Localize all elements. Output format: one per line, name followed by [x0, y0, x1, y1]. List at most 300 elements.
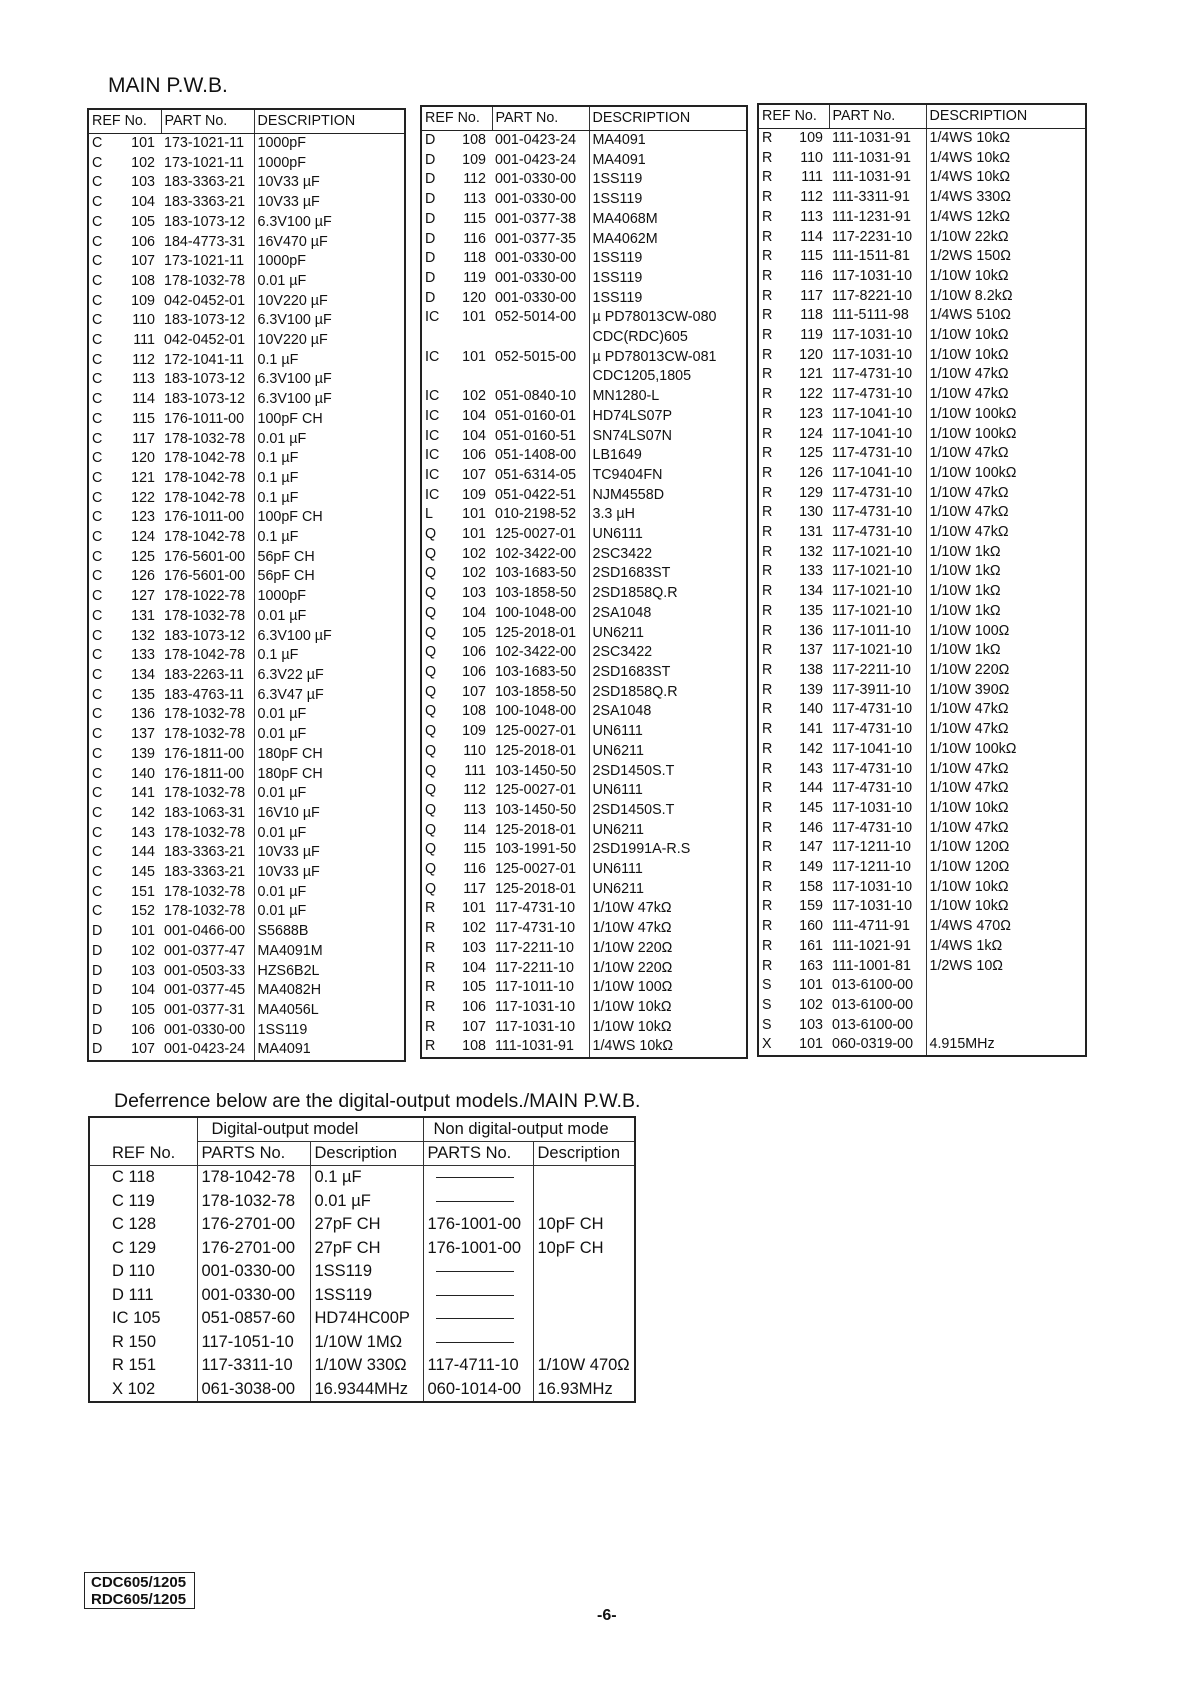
col-part: PART No. [829, 104, 926, 129]
ref-letter: R [425, 920, 436, 937]
ref-number: 106 [462, 663, 486, 680]
part-row [88, 666, 405, 686]
part-row [88, 1021, 405, 1041]
ref-letter: R [762, 169, 773, 186]
ref-letter: R [762, 701, 773, 718]
ref-letter: Q [425, 644, 437, 661]
ref-letter: Q [425, 801, 437, 818]
ref-number: 117 [463, 880, 486, 897]
ref-number: 120 [131, 450, 155, 467]
ref-number: 104 [462, 604, 486, 621]
ref-number: 107 [462, 1018, 486, 1035]
part-number [492, 328, 589, 348]
part-row [88, 311, 405, 331]
description: 1/10W 8.2kΩ [926, 287, 1086, 307]
ref-number: 102 [462, 920, 486, 937]
part-row [421, 131, 747, 151]
part-row [88, 627, 405, 647]
description: 2SC3422 [589, 643, 747, 663]
part-number: 183-1073-12 [161, 311, 254, 331]
ref-letter: R [762, 760, 773, 777]
ref-cell [88, 154, 161, 174]
ref-cell [421, 348, 492, 368]
part-number: 117-1041-10 [829, 464, 926, 484]
ref-number: 116 [800, 267, 823, 284]
ref-letter: R [762, 366, 773, 383]
part-number: 117-1041-10 [829, 405, 926, 425]
description: 2SD1858Q.R [589, 683, 747, 703]
part-row [88, 154, 405, 174]
digital-part-number: 178-1032-78 [197, 1190, 310, 1214]
part-row [758, 149, 1086, 169]
ref-cell [88, 1021, 161, 1041]
part-row [421, 190, 747, 210]
part-row [88, 902, 405, 922]
ref-letter: C [92, 726, 103, 743]
ref-letter: IC [425, 348, 440, 365]
description: NJM4558D [589, 486, 747, 506]
model-line-2: RDC605/1205 [91, 1591, 187, 1608]
part-number: 060-0319-00 [829, 1035, 926, 1056]
part-number: 178-1042-78 [161, 528, 254, 548]
diff-ref: D 110 [112, 1262, 155, 1280]
non-digital-model-header: Non digital-output mode [423, 1117, 635, 1142]
ref-letter: IC [425, 388, 440, 405]
ref-number: 108 [462, 132, 486, 148]
part-row [758, 917, 1086, 937]
ref-cell [421, 427, 492, 447]
ref-cell [88, 351, 161, 371]
ref-cell [758, 385, 829, 405]
part-number: 117-3911-10 [829, 681, 926, 701]
description: 1/10W 1kΩ [926, 543, 1086, 563]
part-row [88, 430, 405, 450]
ref-cell [758, 957, 829, 977]
ref-number: 140 [799, 701, 823, 718]
description: µ PD78013CW-080 [589, 308, 747, 328]
description: UN6111 [589, 722, 747, 742]
part-number: 178-1032-78 [161, 725, 254, 745]
description: 1/10W 10kΩ [926, 326, 1086, 346]
ref-cell [88, 390, 161, 410]
part-row [88, 548, 405, 568]
part-number: 117-1011-10 [492, 978, 589, 998]
part-number: 176-1011-00 [161, 410, 254, 430]
part-number: 042-0452-01 [161, 292, 254, 312]
ref-letter: C [92, 194, 103, 211]
diff-row [89, 1307, 635, 1331]
ref-cell [758, 878, 829, 898]
ref-cell [421, 466, 492, 486]
part-row [421, 860, 747, 880]
ref-letter: C [92, 292, 103, 309]
description: 56pF CH [254, 548, 405, 568]
ref-letter: D [92, 962, 103, 979]
ref-number: 131 [799, 524, 823, 541]
ref-letter: D [425, 191, 436, 208]
ref-cell [758, 444, 829, 464]
ref-letter: C [92, 804, 103, 821]
ref-letter: R [762, 307, 773, 324]
ref-cell [421, 643, 492, 663]
part-row [421, 683, 747, 703]
ref-number: 122 [799, 386, 823, 403]
ref-letter: Q [425, 663, 437, 680]
ref-letter: R [762, 130, 773, 146]
ref-cell [758, 976, 829, 996]
part-row [421, 821, 747, 841]
ref-cell [421, 663, 492, 683]
part-row [758, 1016, 1086, 1036]
description: 2SA1048 [589, 702, 747, 722]
ref-number: 121 [131, 469, 155, 486]
diff-col-desc-nondigital: Description [533, 1142, 635, 1166]
diff-col-ref: REF No. [89, 1142, 197, 1166]
ref-cell [88, 705, 161, 725]
ref-number: 144 [799, 780, 823, 797]
description: 1000pF [254, 154, 405, 174]
ref-cell [758, 484, 829, 504]
description: UN6211 [589, 821, 747, 841]
description: 1/10W 220Ω [926, 661, 1086, 681]
description: 1SS119 [589, 269, 747, 289]
description: 0.01 µF [254, 784, 405, 804]
description: 1/10W 1kΩ [926, 582, 1086, 602]
diff-section-title: Deferrence below are the digital-output models./MAIN P.W.B. [114, 1090, 641, 1112]
ref-cell [88, 193, 161, 213]
description: 1/4WS 10kΩ [926, 168, 1086, 188]
part-number: 100-1048-00 [492, 702, 589, 722]
ref-number: 115 [463, 210, 486, 227]
part-number: 001-0330-00 [492, 170, 589, 190]
part-row [758, 622, 1086, 642]
ref-letter: D [425, 171, 436, 188]
part-number: 111-1231-91 [829, 208, 926, 228]
part-row [421, 151, 747, 171]
digital-part-number: 178-1042-78 [197, 1166, 310, 1190]
description [926, 976, 1086, 996]
ref-letter: Q [425, 604, 437, 621]
description: 3.3 µH [589, 505, 747, 525]
ref-number: 147 [799, 839, 823, 856]
ref-number: 110 [463, 742, 486, 759]
part-number: 178-1042-78 [161, 449, 254, 469]
ref-number: 103 [462, 939, 486, 956]
ref-letter: D [92, 923, 103, 940]
ref-cell [88, 370, 161, 390]
part-row [758, 760, 1086, 780]
ref-cell [421, 151, 492, 171]
part-number: 052-5015-00 [492, 348, 589, 368]
part-row [758, 346, 1086, 366]
ref-number: 111 [464, 762, 486, 779]
ref-letter: R [762, 405, 773, 422]
part-number: 117-1031-10 [492, 998, 589, 1018]
ref-number: 107 [131, 1041, 155, 1058]
part-row [421, 762, 747, 782]
part-row [421, 367, 747, 387]
ref-letter: Q [425, 880, 437, 897]
description: 6.3V47 µF [254, 686, 405, 706]
ref-cell [421, 919, 492, 939]
part-row [88, 922, 405, 942]
ref-cell [421, 801, 492, 821]
col-part: PART No. [161, 109, 254, 134]
description: 16V470 µF [254, 233, 405, 253]
description: 1/10W 47kΩ [926, 779, 1086, 799]
description: 180pF CH [254, 745, 405, 765]
ref-number: 101 [131, 135, 155, 151]
part-number: 125-2018-01 [492, 742, 589, 762]
ref-letter: R [762, 327, 773, 344]
ref-cell [421, 269, 492, 289]
ref-number: 108 [131, 272, 155, 289]
ref-letter: R [425, 1018, 436, 1035]
part-row [88, 449, 405, 469]
description: 1SS119 [589, 289, 747, 309]
ref-cell [758, 937, 829, 957]
ref-number: 124 [799, 425, 823, 442]
ref-cell [758, 287, 829, 307]
description: UN6211 [589, 880, 747, 900]
part-row [421, 840, 747, 860]
ref-cell [421, 308, 492, 328]
part-number: 172-1041-11 [161, 351, 254, 371]
part-row [88, 725, 405, 745]
description: 16V10 µF [254, 804, 405, 824]
part-row [421, 624, 747, 644]
part-row [758, 326, 1086, 346]
part-number: 117-4731-10 [829, 523, 926, 543]
ref-letter: R [762, 504, 773, 521]
ref-letter: C [92, 391, 103, 408]
part-row [88, 705, 405, 725]
description: MA4091 [589, 131, 747, 151]
part-row [421, 328, 747, 348]
ref-cell [421, 781, 492, 801]
part-number: 001-0330-00 [492, 269, 589, 289]
description: MA4056L [254, 1001, 405, 1021]
ref-number: 135 [799, 602, 823, 619]
description: MA4062M [589, 230, 747, 250]
part-row [421, 230, 747, 250]
part-number: 001-0423-24 [492, 131, 589, 151]
part-row [421, 584, 747, 604]
part-row [758, 464, 1086, 484]
part-number: 001-0377-38 [492, 210, 589, 230]
ref-letter: C [92, 686, 103, 703]
ref-cell [758, 543, 829, 563]
part-row [421, 781, 747, 801]
ref-number: 159 [799, 898, 823, 915]
part-number: 183-1073-12 [161, 390, 254, 410]
ref-number: 106 [131, 233, 155, 250]
ref-letter: R [762, 898, 773, 915]
ref-letter: C [92, 745, 103, 762]
ref-letter: R [762, 267, 773, 284]
ref-number: 101 [799, 1036, 823, 1053]
ref-number: 140 [131, 765, 155, 782]
ref-cell [88, 745, 161, 765]
diff-col-parts-digital: PARTS No. [197, 1142, 310, 1166]
part-number: 102-3422-00 [492, 643, 589, 663]
part-row [758, 562, 1086, 582]
ref-cell [421, 860, 492, 880]
ref-letter: R [762, 583, 773, 600]
description: SN74LS07N [589, 427, 747, 447]
description: 0.01 µF [254, 824, 405, 844]
part-number: 103-1450-50 [492, 801, 589, 821]
ref-letter: R [762, 799, 773, 816]
ref-cell [758, 602, 829, 622]
part-number: 125-0027-01 [492, 781, 589, 801]
digital-part-number: 001-0330-00 [197, 1284, 310, 1308]
part-row [88, 193, 405, 213]
ref-letter: C [92, 864, 103, 881]
part-row [421, 722, 747, 742]
part-number: 117-1031-10 [829, 346, 926, 366]
nondigital-part-number [423, 1284, 533, 1308]
part-row [758, 720, 1086, 740]
ref-cell [88, 292, 161, 312]
ref-letter: C [92, 174, 103, 191]
ref-letter: C [92, 253, 103, 270]
ref-cell [88, 824, 161, 844]
ref-number: 109 [131, 292, 155, 309]
part-row [758, 365, 1086, 385]
part-number: 117-4731-10 [829, 700, 926, 720]
digital-part-number: 176-2701-00 [197, 1213, 310, 1237]
ref-number: 145 [131, 864, 155, 881]
part-row [88, 233, 405, 253]
description: UN6111 [589, 781, 747, 801]
ref-letter: Q [425, 683, 437, 700]
ref-letter: D [425, 210, 436, 227]
not-used-dash [436, 1271, 514, 1272]
part-number: 001-0466-00 [161, 922, 254, 942]
digital-description: 1SS119 [310, 1284, 423, 1308]
part-row [421, 269, 747, 289]
part-number: 051-1408-00 [492, 446, 589, 466]
ref-number: 145 [799, 799, 823, 816]
ref-number: 142 [799, 740, 823, 757]
description: 10V33 µF [254, 843, 405, 863]
part-number: 117-4731-10 [829, 760, 926, 780]
diff-ref: C 129 [112, 1238, 157, 1257]
description: 1SS119 [589, 249, 747, 269]
part-number: 111-1031-91 [829, 149, 926, 169]
part-row [421, 407, 747, 427]
ref-letter: R [762, 642, 773, 659]
digital-description: HD74HC00P [310, 1307, 423, 1331]
ref-cell [421, 230, 492, 250]
part-number: 117-1041-10 [829, 740, 926, 760]
ref-number: 152 [131, 903, 155, 920]
description: 1/10W 220Ω [589, 959, 747, 979]
ref-number: 119 [800, 327, 823, 344]
ref-cell [421, 328, 492, 348]
blank-header [89, 1117, 197, 1142]
ref-number: 101 [462, 506, 486, 523]
ref-number: 109 [462, 486, 486, 503]
part-number: 178-1032-78 [161, 824, 254, 844]
part-number: 103-1450-50 [492, 762, 589, 782]
ref-number: 107 [462, 683, 486, 700]
part-row [88, 528, 405, 548]
diff-row [89, 1213, 635, 1237]
ref-letter: R [762, 189, 773, 206]
part-row [88, 567, 405, 587]
part-row [421, 899, 747, 919]
nondigital-description: 10pF CH [533, 1237, 635, 1261]
ref-letter: S [762, 977, 772, 994]
part-row [758, 799, 1086, 819]
part-row [758, 523, 1086, 543]
part-number: 117-1211-10 [829, 838, 926, 858]
description: 1/2WS 150Ω [926, 247, 1086, 267]
part-number: 117-4731-10 [829, 720, 926, 740]
ref-number: 112 [132, 351, 155, 368]
description: MA4091 [589, 151, 747, 171]
part-number: 178-1042-78 [161, 646, 254, 666]
ref-number: 113 [800, 208, 823, 225]
description: 1/10W 22kΩ [926, 228, 1086, 248]
description: 2SD1683ST [589, 564, 747, 584]
ref-number: 109 [462, 723, 486, 740]
part-number: 051-0160-51 [492, 427, 589, 447]
part-number: 103-1858-50 [492, 683, 589, 703]
ref-number: 144 [131, 844, 155, 861]
ref-number: 123 [799, 405, 823, 422]
ref-cell [88, 134, 161, 154]
ref-letter: Q [425, 861, 437, 878]
ref-cell [421, 407, 492, 427]
description [926, 996, 1086, 1016]
part-row [758, 681, 1086, 701]
not-used-dash [436, 1201, 514, 1202]
description: 2SD1450S.T [589, 801, 747, 821]
part-number: 173-1021-11 [161, 252, 254, 272]
ref-number: 134 [131, 666, 155, 683]
ref-letter: C [92, 332, 103, 349]
ref-letter: R [762, 543, 773, 560]
part-number: 117-4731-10 [829, 365, 926, 385]
col-ref: REF No. [88, 109, 161, 134]
part-number: 111-1511-81 [829, 247, 926, 267]
ref-letter: D [425, 132, 436, 148]
description: MN1280-L [589, 387, 747, 407]
ref-number: 151 [131, 883, 155, 900]
part-number: 111-5111-98 [829, 306, 926, 326]
description: 1/10W 10kΩ [589, 1018, 747, 1038]
model-logo [84, 1572, 195, 1609]
part-row [758, 168, 1086, 188]
digital-part-number: 176-2701-00 [197, 1237, 310, 1261]
ref-cell [758, 681, 829, 701]
part-number: 111-1031-91 [492, 1037, 589, 1058]
ref-number: 101 [799, 977, 823, 994]
ref-cell [88, 646, 161, 666]
part-row [758, 503, 1086, 523]
diff-ref: C 119 [112, 1191, 155, 1210]
part-row [421, 801, 747, 821]
ref-number: 141 [799, 721, 823, 738]
ref-number: 111 [133, 332, 155, 349]
parts-table-3 [757, 103, 1087, 1057]
part-number: 013-6100-00 [829, 996, 926, 1016]
ref-letter: D [92, 1001, 103, 1018]
part-number: 117-1021-10 [829, 602, 926, 622]
